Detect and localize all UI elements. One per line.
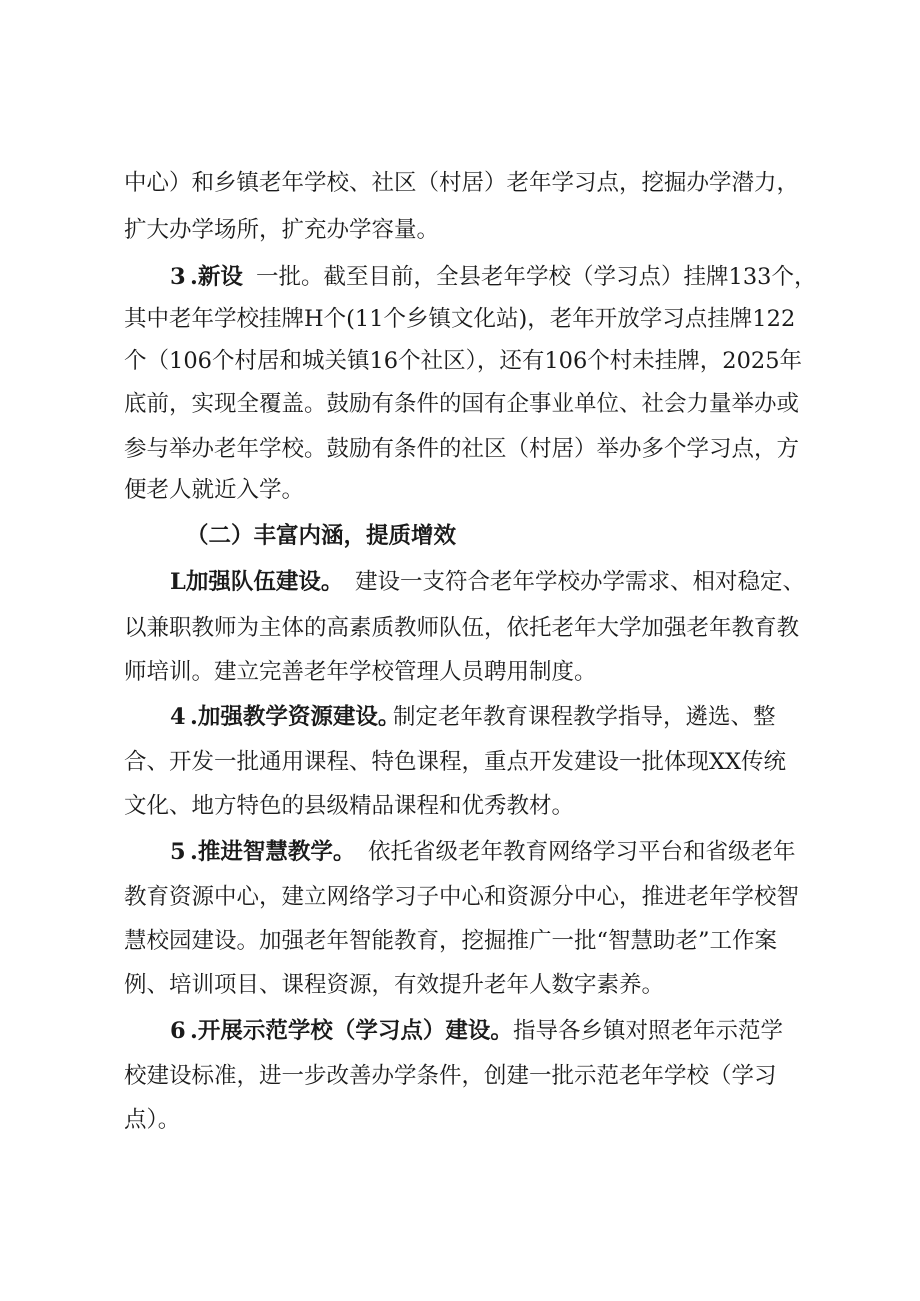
text-line [0, 470, 920, 510]
text-run: 慧校园建设。加强老年智能教育，挖掘推广一批“智慧助老”工作案 [124, 928, 778, 954]
text-run: 便老人就近入学。 [124, 477, 305, 503]
text-line [0, 341, 920, 381]
text-line [0, 210, 920, 250]
text-line [0, 877, 920, 917]
item-number: 5 [170, 839, 186, 865]
text-line [0, 429, 920, 469]
section-heading-text: （二）丰富内涵，提质增效 [186, 523, 457, 549]
item-number: 3 [170, 264, 186, 290]
item-title: L加强队伍建设。 [170, 569, 344, 595]
text-line [0, 786, 920, 826]
item-title: .加强教学资源建设。 [190, 704, 401, 730]
text-run: 建设一支符合老年学校办学需求、相对稳定、 [355, 569, 806, 595]
text-run: 合、开发一批通用课程、特色课程，重点开发建设一批体现XX传统 [124, 749, 787, 775]
text-run: 点）。 [124, 1107, 181, 1133]
text-line [0, 299, 920, 339]
text-run: 制定老年教育课程教学指导，遴选、整 [393, 704, 776, 730]
text-run: 个（106个村居和城关镇16个社区），还有106个村未挂牌，2025年 [124, 348, 803, 374]
text-line [0, 965, 920, 1005]
text-line [0, 652, 920, 692]
paragraph-first-line [0, 832, 920, 872]
text-run: 其中老年学校挂牌H个(11个乡镇文化站)，老年开放学习点挂牌122 [124, 306, 796, 332]
text-line [0, 742, 920, 782]
text-run: 依托省级老年教育网络学习平台和省级老年 [368, 839, 796, 865]
text-run: 底前，实现全覆盖。鼓励有条件的国有企事业单位、社会力量举办或 [124, 391, 800, 417]
text-run: 扩大办学场所，扩充办学容量。 [124, 217, 440, 243]
text-line [0, 608, 920, 648]
section-heading [0, 516, 920, 556]
paragraph-first-line [0, 257, 920, 297]
text-line [0, 163, 920, 203]
text-run: 文化、地方特色的县级精品课程和优秀教材。 [124, 793, 575, 819]
text-run: 参与举办老年学校。鼓励有条件的社区（村居）举办多个学习点，方 [124, 436, 800, 462]
text-line [0, 921, 920, 961]
text-run: 例、培训项目、课程资源，有效提升老年人数字素养。 [124, 972, 665, 998]
item-title: .新设 [190, 264, 243, 290]
paragraph-first-line [0, 1011, 920, 1051]
text-run: 教育资源中心，建立网络学习子中心和资源分中心，推进老年学校智 [124, 884, 800, 910]
paragraph-first-line [0, 697, 920, 737]
item-title: .推进智慧教学。 [190, 839, 356, 865]
item-number: 6 [170, 1018, 186, 1044]
text-run: 校建设标准，进一步改善办学条件，创建一批示范老年学校（学习 [124, 1063, 777, 1089]
text-run: 指导各乡镇对照老年示范学 [513, 1018, 784, 1044]
item-number: 4 [170, 704, 186, 730]
text-run: 一批。截至目前，全县老年学校（学习点）挂牌133个， [256, 264, 817, 290]
text-line [0, 384, 920, 424]
text-line [0, 1056, 920, 1096]
text-run: 中心）和乡镇老年学校、社区（村居）老年学习点，挖掘办学潜力， [124, 170, 800, 196]
text-line [0, 1100, 920, 1140]
paragraph-first-line [0, 562, 920, 602]
text-run: 师培训。建立完善老年学校管理人员聘用制度。 [124, 659, 597, 685]
text-run: 以兼职教师为主体的高素质教师队伍，依托老年大学加强老年教育教 [124, 615, 800, 641]
item-title: .开展示范学校（学习点）建设。 [190, 1018, 513, 1044]
